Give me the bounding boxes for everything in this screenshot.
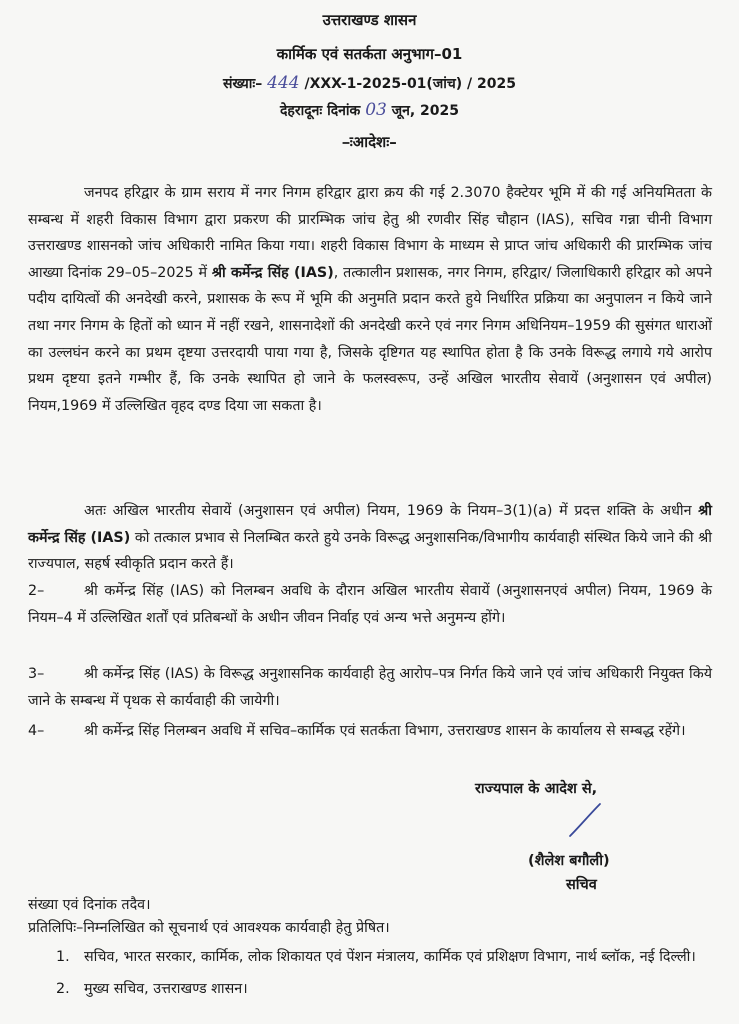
govt-heading: उत्तराखण्ड शासन (322, 11, 417, 29)
handwritten-date-day: 03 (365, 100, 387, 120)
numbered-para-3 (28, 661, 712, 714)
date-month-year: जून, 2025 (391, 103, 460, 119)
para-text: श्री कर्मेन्द्र सिंह निलम्बन अवधि में सचिव–कार्मिक एवं सतर्कता विभाग, उत्तराखण्ड शासन के कार्यालय से सम्बद्ध रहेंगे। (84, 723, 686, 739)
p2-text-a: अतः अखिल भारतीय सेवायें (अनुशासन एवं अपील) नियम, 1969 के नियम–3(1)(a) में प्रदत्त शक्ति के अधीन (84, 503, 692, 519)
list-number: 2. (56, 981, 70, 997)
para-text: श्री कर्मेन्द्र सिंह (IAS) के विरूद्ध अनुशासनिक कार्यवाही हेतु आरोप–पत्र निर्गत किये जाने एवं जांच अधिकारी नियुक्त किये जाने के सम्बन्ध में पृथक से कार्यवाही की जायेगी। (28, 666, 712, 709)
p1-text-a: जनपद हरिद्वार के ग्राम सराय में नगर निगम हरिद्वार द्वारा क्रय की गई 2.3070 हैक्टेयर भूमि में की गई अनियमितता के सम्बन्ध में शहरी विकास विभाग द्वारा प्रकरण की प्रारम्भिक जांच हेतु श्री रणवीर सिंह चौहान (IAS), सचिव गन्ना चीनी विभाग उत्तराखण्ड शासनको जांच अधिकारी नामित किया गया। शहरी विकास विभाग के माध्यम से प्राप्त जांच अधिकारी की प्रारम्भिक जांच आख्या दिनांक 29–05–2025 में (28, 185, 712, 281)
para-number: 3– (28, 666, 45, 682)
p1-text-b: , तत्कालीन प्रशासक, नगर निगम, हरिद्वार/ जिलाधिकारी हरिद्वार को अपने पदीय दायित्वों की अनदेखी करने, प्रशासक के रूप में भूमि की अनुमति प्रदान करते हुये निर्धारित प्रक्रिया का अनुपालन न किये जाने तथा नगर निगम के हितों को ध्यान में नहीं रखने, शासनादेशों की अनदेखी करने एवं नगर निगम अधिनियम–1959 की सुसंगत धाराओं का उल्लघंन करने का प्रथम दृष्टया उत्तरदायी पाया गया है, जिसके दृष्टिगत यह स्थापित होता है कि उनके विरूद्ध लगाये गये आरोप प्रथम दृष्टया इतने गम्भीर हैं, कि उनके स्थापित हो जाने के फलस्वरूप, उन्हें अखिल भारतीय सेवायें (अनुशासन एवं अपील) नियम,1969 में उल्लिखित वृहद दण्ड दिया जा सकता है। (28, 264, 712, 414)
list-item (56, 975, 706, 1003)
order-title: –ःआदेशः– (342, 133, 397, 151)
reference-number (0, 73, 739, 93)
place-label: देहरादूनः दिनांक (279, 103, 361, 119)
copy-list (56, 943, 706, 1003)
list-number: 1. (56, 949, 70, 965)
para-number: 2– (28, 583, 45, 599)
officer-name: श्री कर्मेन्द्र सिंह (IAS) (211, 264, 334, 281)
paragraph-2 (28, 498, 712, 578)
p2-text-b: को तत्काल प्रभाव से निलम्बित करते हुये उनके विरूद्ध अनुशासनिक/विभागीय कार्यवाही संस्थित किये जाने की श्री राज्यपाल, सहर्ष स्वीकृति प्रदान करते हैं। (28, 529, 713, 573)
signatory-designation: सचिव (566, 877, 597, 893)
reference-suffix: /XXX-1-2025-01(जांच) / 2025 (304, 76, 516, 92)
numbered-para-2 (28, 578, 712, 631)
officer-name: श्री कर्मेन्द्र सिंह (IAS) (28, 503, 712, 546)
paragraph-1 (28, 180, 712, 419)
list-item (56, 943, 706, 971)
reference-prefix: संख्याः– (223, 76, 263, 92)
signature-mark (566, 800, 606, 840)
numbered-para-4 (28, 718, 712, 745)
copy-to-line: प्रतिलिपिः–निम्नलिखित को सूचनार्थ एवं आवश्यक कार्यवाही हेतु प्रेषित। (28, 920, 390, 936)
signatory-name: (शैलेश बगौली) (528, 853, 610, 869)
section-heading: कार्मिक एवं सतर्कता अनुभाग–01 (276, 45, 463, 63)
order-by: राज्यपाल के आदेश से, (475, 781, 598, 797)
handwritten-ref-number: 444 (267, 73, 300, 93)
para-text: श्री कर्मेन्द्र सिंह (IAS) को निलम्बन अवधि के दौरान अखिल भारतीय सेवायें (अनुशासनएवं अपील) नियम, 1969 के नियम–4 में उल्लिखित शर्तों एवं प्रतिबन्धों के अधीन जीवन निर्वाह एवं अन्य भत्ते अनुमन्य होंगे। (28, 583, 712, 626)
place-date (0, 100, 739, 120)
list-text: मुख्य सचिव, उत्तराखण्ड शासन। (84, 981, 248, 997)
same-date-line: संख्या एवं दिनांक तदैव। (28, 897, 151, 913)
para-number: 4– (28, 723, 45, 739)
list-text: सचिव, भारत सरकार, कार्मिक, लोक शिकायत एवं पेंशन मंत्रालय, कार्मिक एवं प्रशिक्षण विभाग, नार्थ ब्लॉक, नई दिल्ली। (84, 949, 696, 965)
